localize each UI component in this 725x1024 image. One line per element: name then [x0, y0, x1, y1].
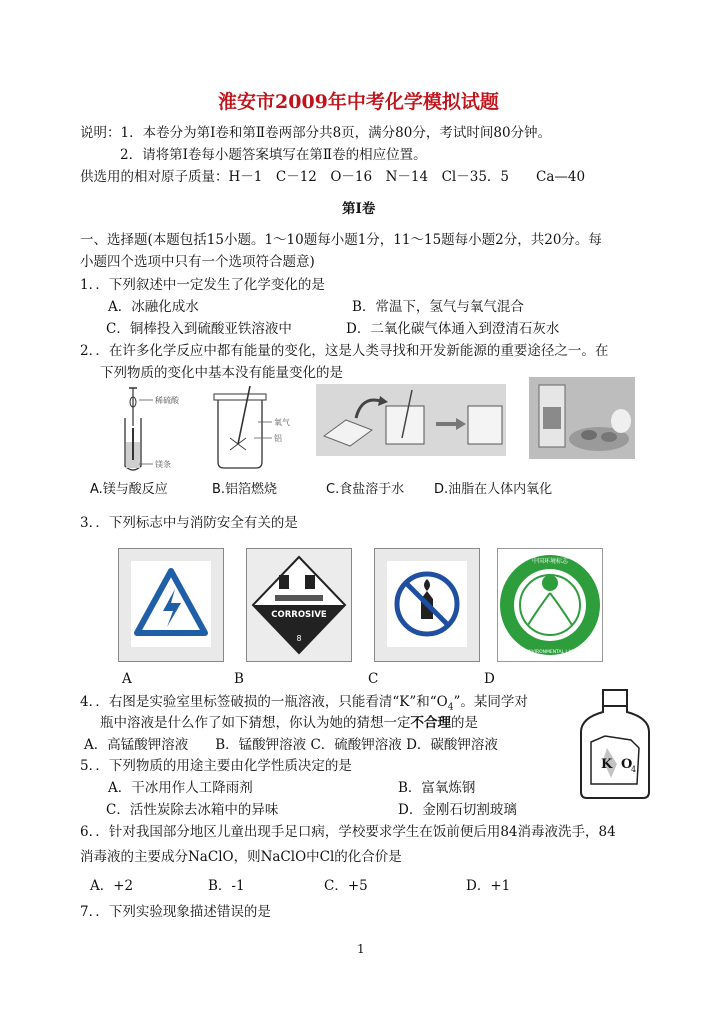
lightning-icon — [131, 561, 211, 647]
q4-stem-1-text: 4．．右图是实验室里标签破损的一瓶溶液，只能看清“K”和“O — [80, 694, 448, 710]
salt-dissolving-figure — [316, 384, 506, 456]
eco-text-en: CHINA ENVIRONMENTAL LABELLING — [509, 650, 591, 655]
q2-stem-2: 下列物质的变化中基本没有能量变化的是 — [100, 365, 343, 381]
corrosive-text: CORROSIVE — [271, 610, 327, 620]
q2-option-a: A.镁与酸反应 — [90, 482, 168, 497]
q4-options: A．高锰酸钾溶液 B．锰酸钾溶液 C．硫酸钾溶液 D．碳酸钾溶液 — [84, 737, 498, 753]
no-fire-icon — [387, 561, 467, 647]
page-title: 淮安市2009年中考化学模拟试题 — [218, 91, 499, 113]
q5-option-d: D．金刚石切割玻璃 — [398, 802, 517, 818]
part1-intro-1: 一、选择题(本题包括15小题。1～10题每小题1分，11～15题每小题2分，共20分。每 — [80, 232, 602, 248]
q7-stem: 7．．下列实验现象描述错误的是 — [80, 904, 271, 920]
test-tube-figure — [105, 384, 195, 476]
q3-label-a: A — [122, 671, 132, 687]
q6-stem-2: 消毒液的主要成分NaClO，则NaClO中Cl的化合价是 — [80, 849, 402, 865]
gas-jar-figure — [208, 384, 298, 476]
q6-option-b: B．-1 — [208, 878, 245, 894]
q1-option-a: A．冰融化成水 — [108, 299, 199, 315]
bottle-label-o: O — [621, 757, 633, 772]
label-aluminum: 铝 — [274, 434, 282, 443]
bottle-label-k: K — [601, 757, 613, 772]
label-dilute-acid: 稀硫酸 — [155, 396, 179, 405]
corrosive-icon — [247, 549, 351, 661]
q3-stem: 3．．下列标志中与消防安全有关的是 — [80, 515, 298, 531]
q6-option-d: D．+1 — [466, 878, 511, 894]
part1-intro-2: 小题四个选项中只有一个选项符合题意) — [80, 254, 315, 270]
section-heading: 第Ⅰ卷 — [342, 201, 376, 217]
q4-stem-1-tail: ”。某同学对 — [453, 694, 528, 710]
environmental-label-icon — [498, 549, 602, 661]
note-line-2: 2．请将第Ⅰ卷每小题答案填写在第Ⅱ卷的相应位置。 — [120, 147, 427, 163]
corrosive-class-number: 8 — [296, 634, 302, 643]
q4-stem-2-text: 瓶中溶液是什么作了如下猜想，你认为她的猜想一定 — [100, 715, 411, 731]
q6-option-a: A．+2 — [90, 878, 134, 894]
oil-food-photo — [529, 377, 635, 459]
note-line-1: 说明：1．本卷分为第Ⅰ卷和第Ⅱ卷两部分共8页，满分80分，考试时间80分钟。 — [80, 125, 552, 141]
q6-stem-1: 6．．针对我国部分地区儿童出现手足口病，学校要求学生在饭前便后用84消毒液洗手，84 — [80, 824, 616, 840]
page-number: 1 — [357, 942, 365, 956]
q2-option-d: D.油脂在人体内氧化 — [434, 482, 553, 497]
q5-option-a: A．干冰用作人工降雨剂 — [108, 780, 253, 796]
reagent-bottle-figure — [577, 688, 653, 802]
q2-option-b: B.铝箔燃烧 — [212, 482, 278, 497]
sign-environmental — [497, 548, 603, 662]
q1-option-c: C．铜棒投入到硫酸亚铁溶液中 — [106, 321, 292, 337]
q4-stem-2 — [100, 714, 478, 732]
sign-electric-hazard — [118, 548, 224, 662]
eco-text-cn: 中国环境标志 — [531, 558, 569, 565]
q4-stem-2-tail: 的是 — [451, 715, 478, 731]
q3-label-c: C — [368, 671, 379, 687]
label-oxygen: 氧气 — [274, 418, 290, 427]
q1-option-b: B．常温下，氢气与氧气混合 — [352, 299, 524, 315]
sign-corrosive — [246, 548, 352, 662]
q4-emphasis: 不合理 — [410, 715, 451, 731]
q5-option-b: B．富氧炼钢 — [398, 780, 476, 796]
q4-subscript: 4 — [447, 702, 454, 713]
q1-stem: 1．．下列叙述中一定发生了化学变化的是 — [80, 277, 325, 293]
atomic-masses: 供选用的相对原子质量：H－1 C－12 O－16 N－14 Cl－35．5 Ca—40 — [80, 169, 586, 185]
bottle-label-sub: 4 — [631, 765, 637, 774]
q2-stem-1: 2．．在许多化学反应中都有能量的变化，这是人类寻找和开发新能源的重要途径之一。在 — [80, 343, 609, 359]
q5-option-c: C．活性炭除去冰箱中的异味 — [106, 802, 279, 818]
q2-option-c: C.食盐溶于水 — [326, 482, 405, 497]
q3-label-d: D — [484, 671, 495, 687]
label-magnesium: 镁条 — [155, 460, 171, 469]
q6-option-c: C．+5 — [324, 878, 368, 894]
q1-option-d: D．二氧化碳气体通入到澄清石灰水 — [346, 321, 560, 337]
sign-no-fire — [374, 548, 480, 662]
q5-stem: 5．．下列物质的用途主要由化学性质决定的是 — [80, 758, 352, 774]
q3-label-b: B — [234, 671, 244, 687]
